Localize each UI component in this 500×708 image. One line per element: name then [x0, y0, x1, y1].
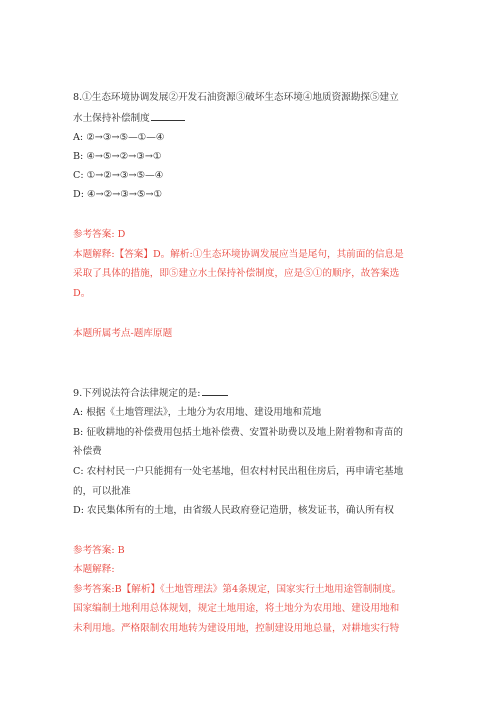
q8-source: 本题所属考点-题库原题: [73, 328, 173, 339]
q9-stem-text: 9.下列说法符合法律规定的是:: [73, 388, 201, 399]
answer-blank: [151, 111, 185, 121]
q8-explain-line3: D。: [73, 288, 91, 299]
q9-option-b: B: 征收耕地的补偿费用包括土地补偿费、安置补助费以及地上附着物和青苗的: [73, 427, 403, 438]
q9-option-c: C: 农村村民一户只能拥有一处宅基地，但农村村民出租住房后，再申请宅基地: [73, 466, 404, 477]
q9-stem: [73, 386, 228, 401]
q9-explain-line1: 参考答案:B【解析】《土地管理法》第4条规定，国家实行土地用途管制制度。: [73, 584, 402, 595]
q8-answer: 参考答案: D: [73, 229, 126, 240]
q8-stem-line1: 8.①生态环境协调发展②开发石油资源③破坏生态环境④地质资源勘探⑤建立: [73, 92, 399, 103]
q9-option-c-cont: 的，可以批准: [73, 486, 131, 497]
q9-explain-line2: 国家编制土地利用总体规划，规定土地用途，将土地分为农用地、建设用地和: [73, 603, 400, 614]
q8-explain-line2: 采取了具体的措施，即⑤建立水土保持补偿制度，应是⑤①的顺序，故答案选: [73, 268, 400, 279]
q9-explain-line3: 未利用地。严格限制农用地转为建设用地，控制建设用地总量，对耕地实行特: [73, 623, 400, 634]
q9-explain-head: 本题解释:: [73, 564, 115, 575]
q8-option-d: D: ④→②→③→⑤→①: [73, 189, 163, 200]
answer-blank: [202, 386, 228, 396]
q9-answer: 参考答案: B: [73, 545, 125, 556]
q8-stem-text: 水土保持补偿制度: [73, 113, 150, 124]
q9-option-b-cont: 补偿费: [73, 446, 102, 457]
q8-explain-line1: 本题解释:【答案】D。解析:①生态环境协调发展应当是尾句，其前面的信息是: [73, 249, 404, 260]
q8-option-c: C: ①→②→③→⑤—④: [73, 170, 164, 181]
q8-stem-line2: [73, 111, 185, 126]
q8-option-b: B: ④→⑤→②→③→①: [73, 151, 162, 162]
q9-option-a: A: 根据《土地管理法》，土地分为农用地、建设用地和荒地: [73, 407, 322, 418]
q9-option-d: D: 农民集体所有的土地，由省级人民政府登记造册，核发证书，确认所有权: [73, 505, 394, 516]
q8-option-a: A: ②→③→⑤—①—④: [73, 132, 165, 143]
